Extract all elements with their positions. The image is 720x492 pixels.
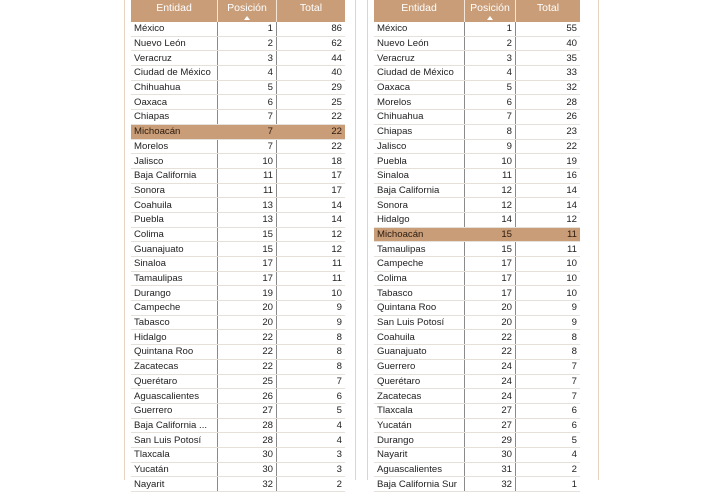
position-cell: 26: [218, 389, 277, 404]
entity-cell: Sinaloa: [374, 168, 465, 183]
total-cell: 12: [516, 212, 581, 227]
total-cell: 5: [516, 433, 581, 448]
table-row: [131, 227, 345, 242]
total-cell: 9: [516, 301, 581, 316]
total-cell: 2: [277, 477, 346, 492]
total-cell: 14: [277, 198, 346, 213]
position-cell: 1: [218, 22, 277, 36]
entity-cell: San Luis Potosí: [374, 315, 465, 330]
table-row: [131, 36, 345, 51]
position-cell: 13: [218, 212, 277, 227]
total-cell: 8: [277, 359, 346, 374]
total-cell: 4: [516, 447, 581, 462]
entity-cell: Nuevo León: [374, 36, 465, 51]
total-column-header[interactable]: Total: [516, 0, 581, 22]
total-cell: 33: [516, 66, 581, 81]
ranking-panel-right: [367, 0, 599, 490]
table-row: [131, 242, 345, 257]
position-cell: 20: [465, 301, 516, 316]
position-cell: 15: [465, 227, 516, 242]
entity-cell: Quintana Roo: [374, 301, 465, 316]
table-row: [374, 198, 580, 213]
entity-cell: Aguascalientes: [131, 389, 218, 404]
position-cell: 17: [465, 271, 516, 286]
position-cell: 17: [465, 257, 516, 272]
table-row: [131, 139, 345, 154]
table-row: [131, 301, 345, 316]
table-row: [374, 66, 580, 81]
table-row: [131, 271, 345, 286]
position-cell: 2: [218, 36, 277, 51]
table-row: [374, 345, 580, 360]
position-cell: 22: [465, 345, 516, 360]
table-row: [131, 389, 345, 404]
entity-cell: Tabasco: [131, 315, 218, 330]
total-cell: 19: [516, 154, 581, 169]
entity-cell: Chiapas: [374, 124, 465, 139]
table-row: [374, 212, 580, 227]
total-cell: 10: [277, 286, 346, 301]
total-cell: 28: [516, 95, 581, 110]
position-cell: 28: [218, 433, 277, 448]
entity-cell: Durango: [131, 286, 218, 301]
position-cell: 28: [218, 418, 277, 433]
entity-cell: Yucatán: [131, 462, 218, 477]
entity-cell: Querétaro: [374, 374, 465, 389]
position-cell: 30: [465, 447, 516, 462]
table-row: [131, 110, 345, 125]
position-cell: 25: [218, 374, 277, 389]
total-cell: 11: [516, 242, 581, 257]
table-row: [131, 418, 345, 433]
total-cell: 62: [277, 36, 346, 51]
table-row: [374, 359, 580, 374]
position-cell: 30: [218, 447, 277, 462]
table-row: [374, 124, 580, 139]
entity-cell: Campeche: [374, 257, 465, 272]
position-cell: 13: [218, 198, 277, 213]
ranking-panel-left: [124, 0, 356, 490]
total-cell: 22: [516, 139, 581, 154]
total-cell: 11: [516, 227, 581, 242]
position-cell: 11: [465, 168, 516, 183]
position-cell: 14: [465, 212, 516, 227]
position-cell: 22: [218, 330, 277, 345]
total-cell: 22: [277, 139, 346, 154]
table-header-row: [374, 0, 580, 22]
entity-cell: Baja California ...: [131, 418, 218, 433]
total-cell: 40: [277, 66, 346, 81]
total-cell: 5: [277, 403, 346, 418]
total-cell: 3: [277, 447, 346, 462]
table-row: [374, 447, 580, 462]
position-cell: 9: [465, 139, 516, 154]
entity-cell: Veracruz: [131, 51, 218, 66]
total-cell: 12: [277, 227, 346, 242]
entity-cell: Baja California: [131, 168, 218, 183]
entity-cell: Zacatecas: [374, 389, 465, 404]
total-cell: 16: [516, 168, 581, 183]
table-row: [374, 168, 580, 183]
total-cell: 17: [277, 183, 346, 198]
total-cell: 10: [516, 286, 581, 301]
position-cell: 22: [465, 330, 516, 345]
entity-cell: Zacatecas: [131, 359, 218, 374]
total-cell: 9: [516, 315, 581, 330]
entity-cell: Aguascalientes: [374, 462, 465, 477]
entity-cell: Tlaxcala: [131, 447, 218, 462]
table-row: [131, 345, 345, 360]
total-cell: 4: [277, 433, 346, 448]
ranking-table-right: [374, 0, 580, 492]
entity-cell: Michoacán: [374, 227, 465, 242]
table-row: [131, 22, 345, 36]
entity-cell: Guanajuato: [374, 345, 465, 360]
table-row-highlighted: [131, 124, 345, 139]
total-cell: 29: [277, 80, 346, 95]
table-body-right: [374, 22, 580, 492]
table-row: [131, 433, 345, 448]
table-row-highlighted: [374, 227, 580, 242]
total-cell: 4: [277, 418, 346, 433]
position-cell: 4: [218, 66, 277, 81]
table-row: [374, 271, 580, 286]
total-cell: 22: [277, 110, 346, 125]
entity-cell: Colima: [131, 227, 218, 242]
table-row: [374, 418, 580, 433]
position-cell: 4: [465, 66, 516, 81]
position-cell: 7: [218, 124, 277, 139]
entity-cell: Chihuahua: [131, 80, 218, 95]
entity-cell: Coahuila: [374, 330, 465, 345]
total-cell: 3: [277, 462, 346, 477]
table-row: [374, 374, 580, 389]
table-row: [131, 403, 345, 418]
total-cell: 7: [516, 374, 581, 389]
total-cell: 55: [516, 22, 581, 36]
entity-cell: Sonora: [131, 183, 218, 198]
entity-cell: Michoacán: [131, 124, 218, 139]
table-row: [374, 403, 580, 418]
table-row: [374, 95, 580, 110]
position-cell: 10: [218, 154, 277, 169]
position-cell: 15: [465, 242, 516, 257]
table-row: [374, 433, 580, 448]
table-row: [131, 257, 345, 272]
position-cell: 7: [218, 139, 277, 154]
table-row: [131, 51, 345, 66]
total-cell: 8: [277, 330, 346, 345]
table-row: [374, 80, 580, 95]
position-cell: 7: [465, 110, 516, 125]
total-cell: 9: [277, 315, 346, 330]
entity-cell: Jalisco: [374, 139, 465, 154]
position-cell: 3: [465, 51, 516, 66]
table-row: [131, 447, 345, 462]
entity-cell: Sonora: [374, 198, 465, 213]
table-row: [374, 315, 580, 330]
entity-cell: San Luis Potosí: [131, 433, 218, 448]
ranking-table-left: [131, 0, 345, 492]
entity-cell: Tamaulipas: [374, 242, 465, 257]
table-row: [131, 462, 345, 477]
entity-cell: Guerrero: [374, 359, 465, 374]
position-column-header[interactable]: [465, 0, 516, 22]
entity-cell: Tamaulipas: [131, 271, 218, 286]
sort-ascending-icon: [244, 16, 250, 20]
table-row: [374, 154, 580, 169]
table-row: [131, 183, 345, 198]
total-cell: 17: [277, 168, 346, 183]
table-row: [131, 477, 345, 492]
total-cell: 14: [277, 212, 346, 227]
position-cell: 31: [465, 462, 516, 477]
position-cell: 24: [465, 374, 516, 389]
position-cell: 19: [218, 286, 277, 301]
position-cell: 32: [218, 477, 277, 492]
position-cell: 6: [465, 95, 516, 110]
table-row: [131, 80, 345, 95]
total-cell: 11: [277, 271, 346, 286]
table-row: [374, 22, 580, 36]
total-cell: 86: [277, 22, 346, 36]
entity-cell: Querétaro: [131, 374, 218, 389]
entity-cell: México: [131, 22, 218, 36]
entity-cell: México: [374, 22, 465, 36]
total-cell: 14: [516, 198, 581, 213]
entity-cell: Jalisco: [131, 154, 218, 169]
table-row: [131, 315, 345, 330]
position-cell: 24: [465, 389, 516, 404]
total-cell: 1: [516, 477, 581, 492]
total-cell: 9: [277, 301, 346, 316]
total-cell: 44: [277, 51, 346, 66]
total-cell: 32: [516, 80, 581, 95]
entity-cell: Nayarit: [131, 477, 218, 492]
total-cell: 26: [516, 110, 581, 125]
entity-cell: Chiapas: [131, 110, 218, 125]
position-cell: 12: [465, 198, 516, 213]
sort-ascending-icon: [487, 16, 493, 20]
total-cell: 35: [516, 51, 581, 66]
position-cell: 17: [465, 286, 516, 301]
position-cell: 29: [465, 433, 516, 448]
entity-cell: Durango: [374, 433, 465, 448]
table-row: [374, 183, 580, 198]
entity-cell: Nuevo León: [131, 36, 218, 51]
entity-cell: Ciudad de México: [374, 66, 465, 81]
table-row: [374, 139, 580, 154]
position-cell: 6: [218, 95, 277, 110]
position-cell: 27: [465, 403, 516, 418]
table-row: [374, 242, 580, 257]
entity-cell: Guanajuato: [131, 242, 218, 257]
entity-cell: Hidalgo: [131, 330, 218, 345]
entity-cell: Baja California Sur: [374, 477, 465, 492]
total-cell: 7: [516, 359, 581, 374]
total-cell: 6: [516, 403, 581, 418]
entity-cell: Nayarit: [374, 447, 465, 462]
position-cell: 24: [465, 359, 516, 374]
position-cell: 8: [465, 124, 516, 139]
table-row: [131, 330, 345, 345]
entity-cell: Chihuahua: [374, 110, 465, 125]
position-column-header[interactable]: [218, 0, 277, 22]
position-cell: 15: [218, 227, 277, 242]
entity-cell: Puebla: [374, 154, 465, 169]
position-cell: 15: [218, 242, 277, 257]
position-cell: 17: [218, 257, 277, 272]
position-header-label: Posición: [227, 2, 267, 14]
entity-cell: Ciudad de México: [131, 66, 218, 81]
entity-cell: Quintana Roo: [131, 345, 218, 360]
entity-cell: Baja California: [374, 183, 465, 198]
table-body-left: [131, 22, 345, 492]
position-cell: 10: [465, 154, 516, 169]
table-row: [374, 286, 580, 301]
position-cell: 22: [218, 345, 277, 360]
entity-cell: Coahuila: [131, 198, 218, 213]
total-cell: 8: [516, 330, 581, 345]
entity-cell: Campeche: [131, 301, 218, 316]
entity-cell: Veracruz: [374, 51, 465, 66]
entity-cell: Puebla: [131, 212, 218, 227]
position-cell: 5: [465, 80, 516, 95]
position-cell: 27: [465, 418, 516, 433]
position-cell: 7: [218, 110, 277, 125]
position-header-label: Posición: [470, 2, 510, 14]
table-row: [131, 286, 345, 301]
table-row: [131, 374, 345, 389]
position-cell: 12: [465, 183, 516, 198]
table-row: [131, 359, 345, 374]
entity-cell: Guerrero: [131, 403, 218, 418]
table-row: [374, 301, 580, 316]
table-row: [374, 110, 580, 125]
entity-cell: Morelos: [131, 139, 218, 154]
table-header-row: [131, 0, 345, 22]
total-cell: 11: [277, 257, 346, 272]
total-cell: 7: [277, 374, 346, 389]
table-row: [131, 212, 345, 227]
position-cell: 2: [465, 36, 516, 51]
total-cell: 6: [516, 418, 581, 433]
position-cell: 3: [218, 51, 277, 66]
total-cell: 8: [516, 345, 581, 360]
position-cell: 27: [218, 403, 277, 418]
table-row: [374, 389, 580, 404]
total-cell: 10: [516, 257, 581, 272]
position-cell: 22: [218, 359, 277, 374]
entity-cell: Oaxaca: [131, 95, 218, 110]
position-cell: 5: [218, 80, 277, 95]
table-row: [374, 257, 580, 272]
table-row: [374, 36, 580, 51]
total-cell: 8: [277, 345, 346, 360]
total-cell: 25: [277, 95, 346, 110]
position-cell: 20: [218, 301, 277, 316]
position-cell: 30: [218, 462, 277, 477]
table-row: [374, 330, 580, 345]
total-cell: 18: [277, 154, 346, 169]
position-cell: 11: [218, 168, 277, 183]
total-cell: 40: [516, 36, 581, 51]
entity-cell: Colima: [374, 271, 465, 286]
position-cell: 32: [465, 477, 516, 492]
position-cell: 20: [465, 315, 516, 330]
table-row: [374, 462, 580, 477]
total-column-header[interactable]: Total: [277, 0, 346, 22]
table-row: [131, 198, 345, 213]
entity-cell: Hidalgo: [374, 212, 465, 227]
entity-cell: Sinaloa: [131, 257, 218, 272]
position-cell: 17: [218, 271, 277, 286]
table-row: [131, 66, 345, 81]
entity-cell: Morelos: [374, 95, 465, 110]
total-cell: 7: [516, 389, 581, 404]
entity-cell: Yucatán: [374, 418, 465, 433]
table-row: [131, 154, 345, 169]
position-cell: 11: [218, 183, 277, 198]
position-cell: 1: [465, 22, 516, 36]
entity-column-header[interactable]: Entidad: [131, 0, 218, 22]
table-row: [131, 95, 345, 110]
entity-cell: Tlaxcala: [374, 403, 465, 418]
entity-cell: Tabasco: [374, 286, 465, 301]
table-row: [131, 168, 345, 183]
total-cell: 22: [277, 124, 346, 139]
total-cell: 23: [516, 124, 581, 139]
total-cell: 6: [277, 389, 346, 404]
total-cell: 2: [516, 462, 581, 477]
entity-cell: Oaxaca: [374, 80, 465, 95]
total-cell: 12: [277, 242, 346, 257]
total-cell: 14: [516, 183, 581, 198]
table-row: [374, 477, 580, 492]
table-row: [374, 51, 580, 66]
total-cell: 10: [516, 271, 581, 286]
position-cell: 20: [218, 315, 277, 330]
entity-column-header[interactable]: Entidad: [374, 0, 465, 22]
